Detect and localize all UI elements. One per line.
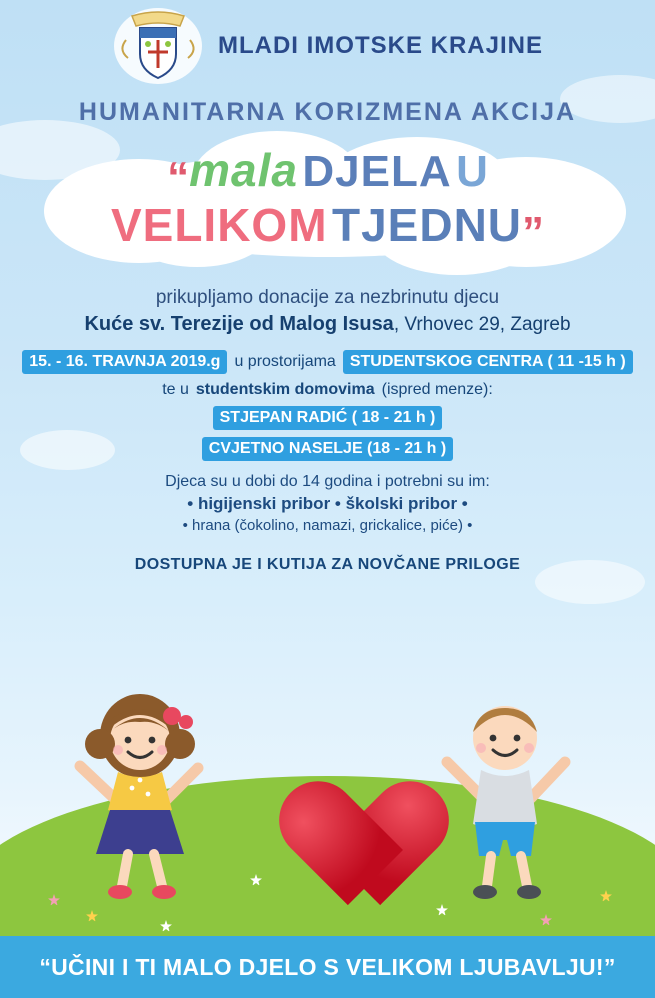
poster-title: [22, 131, 634, 271]
girl-character-icon: [70, 688, 210, 908]
cloud-decoration: [535, 560, 645, 604]
title-word-velikom: VELIKOM: [110, 199, 328, 251]
flower-icon: [250, 874, 262, 886]
location-badge-stjepan-radic: STJEPAN RADIĆ ( 18 - 21 h ): [213, 406, 443, 430]
illustration-scene: [0, 668, 655, 998]
location-badge-studentski-centar: STUDENTSKOG CENTRA ( 11 -15 h ): [343, 350, 633, 374]
flower-icon: [160, 920, 172, 932]
details-row-2-prefix: te u: [162, 381, 189, 398]
flower-icon: [48, 894, 60, 906]
subtitle-line-2: [0, 313, 655, 336]
title-close-quote: ”: [522, 208, 545, 257]
coat-of-arms-icon: [112, 6, 204, 86]
campaign-kicker: HUMANITARNA KORIZMENA AKCIJA: [78, 98, 577, 126]
details-row-3: [0, 406, 655, 430]
details-row-1: [0, 350, 655, 374]
subtitle-line-1: prikupljamo donacije za nezbrinutu djecu: [155, 287, 500, 308]
title-open-quote: “: [167, 153, 190, 202]
flower-icon: [600, 890, 612, 902]
organization-title: MLADI IMOTSKE KRAJINE: [217, 32, 543, 59]
charity-address: , Vrhovec 29, Zagreb: [393, 314, 571, 335]
flower-icon: [86, 910, 98, 922]
needs-items: • higijenski pribor • školski pribor •: [187, 494, 468, 513]
donation-box-note: DOSTUPNA JE I KUTIJA ZA NOVČANE PRILOGE: [134, 556, 521, 573]
title-word-mala: mala: [189, 144, 298, 196]
title-cloud: [22, 131, 634, 271]
cloud-decoration: [20, 430, 115, 470]
footer-slogan: “UČINI I TI MALO DJELO S VELIKOM LJUBAVLJU!”: [39, 953, 616, 980]
details-row-2: [0, 381, 655, 399]
heart-icon: [253, 730, 403, 870]
title-word-djela: DJELA: [302, 147, 452, 196]
needs-intro: Djeca su u dobi do 14 godina i potrebni su im:: [165, 473, 490, 490]
needs-food: • hrana (čokolino, namazi, grickalice, piće) •: [182, 517, 473, 534]
details-row-2-suffix: (ispred menze):: [381, 381, 493, 398]
details-row-2-bold: studentskim domovima: [195, 381, 375, 398]
title-line-1: [167, 144, 488, 202]
title-word-tjednu: TJEDNU: [331, 199, 523, 251]
charity-name: Kuće sv. Terezije od Malog Isusa: [84, 313, 394, 335]
date-badge: 15. - 16. TRAVNJA 2019.g: [22, 350, 227, 374]
footer-slogan-band: [0, 936, 655, 998]
needs-block: [0, 473, 655, 534]
poster-header: [0, 0, 655, 86]
details-row-1-text: u prostorijama: [234, 353, 336, 370]
location-badge-cvjetno-naselje: CVJETNO NASELJE (18 - 21 h ): [202, 437, 453, 461]
flower-icon: [540, 914, 552, 926]
boy-character-icon: [435, 688, 575, 908]
title-word-u: U: [456, 147, 488, 196]
title-line-2: [110, 199, 545, 257]
